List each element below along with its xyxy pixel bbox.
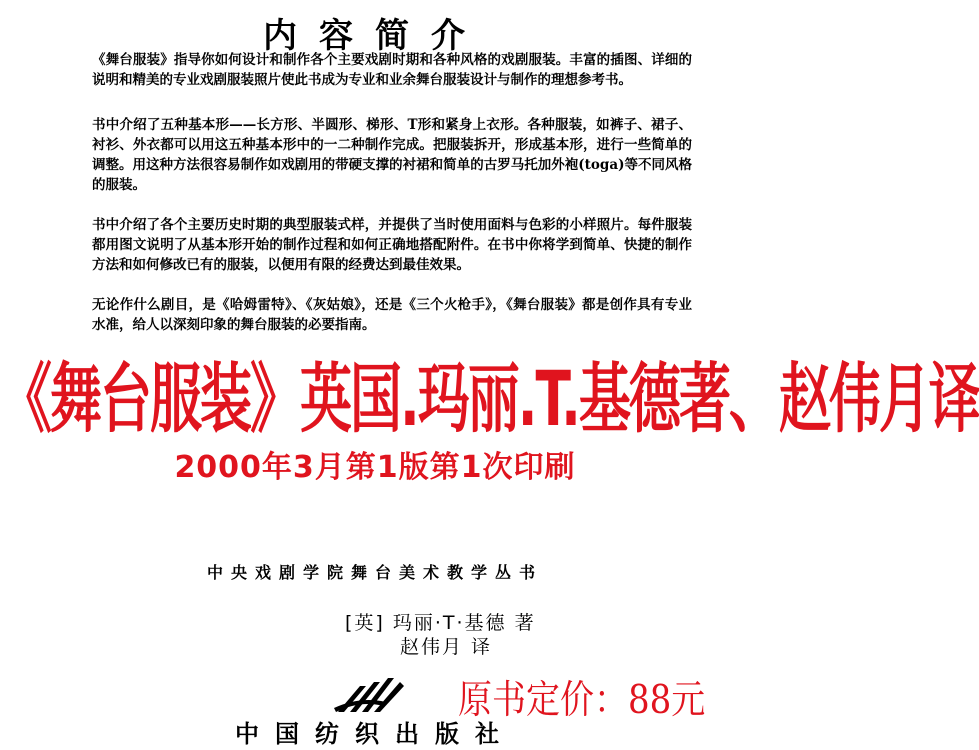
translator-line: 赵伟月 译: [400, 636, 493, 658]
intro-paragraph-4: 无论作什么剧目，是《哈姆雷特》、《灰姑娘》，还是《三个火枪手》，《舞台服装》都是创作具有专业水准，给人以深刻印象的舞台服装的必要指南。: [92, 297, 692, 333]
intro-paragraph-3: 书中介绍了各个主要历史时期的典型服装式样，并提供了当时使用面料与色彩的小样照片。每件服装都用图文说明了从基本形开始的制作过程和如何正确地搭配附件。在书中你将学到简单、快捷的制作方法和如何修改已有的服装，以便用有限的经费达到最佳效果。: [92, 217, 692, 273]
author-line: [英] 玛丽·T·基德 著: [345, 612, 536, 634]
intro-title: 内容简介: [263, 16, 487, 56]
series-name: 中央戏剧学院舞台美术教学丛书: [206, 563, 543, 582]
intro-paragraph-2: 书中介绍了五种基本形——长方形、半圆形、梯形、T形和紧身上衣形。各种服装，如裤子、裙子、衬衫、外衣都可以用这五种基本形中的一二种制作完成。把服装拆开，形成基本形，进行一些简单的调整。用这种方法很容易制作如戏剧用的带硬支撑的衬裙和简单的古罗马托加外袍(toga)等不同风格的服装。: [92, 117, 692, 193]
intro-paragraph-1: 《舞台服装》指导你如何设计和制作各个主要戏剧时期和各种风格的戏剧服装。丰富的插图、详细的说明和精美的专业戏剧服装照片使此书成为专业和业余舞台服装设计与制作的理想参考书。: [92, 52, 692, 88]
overlay-book-title: 《舞台服装》英国.玛丽.T.基德著、赵伟月译: [0, 356, 979, 444]
overlay-edition: 2000年3月第1版第1次印刷: [174, 450, 576, 485]
publisher-logo-icon: [330, 672, 410, 716]
overlay-price: 原书定价：88元: [458, 677, 706, 724]
publisher-name: 中国纺织出版社: [235, 719, 515, 748]
